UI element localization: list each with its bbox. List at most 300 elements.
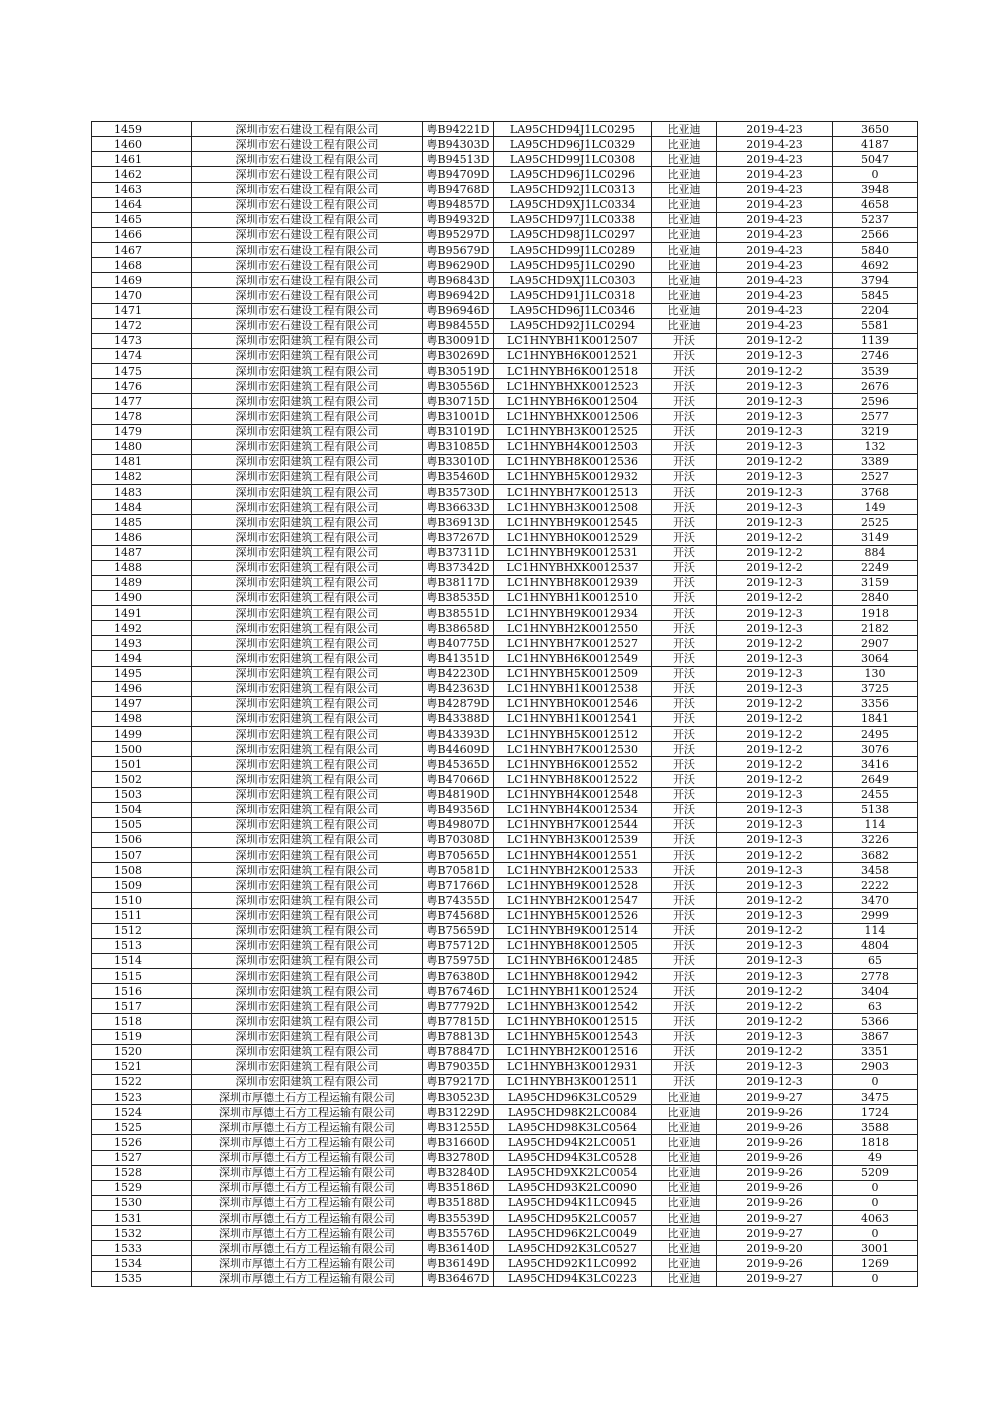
row-index: 1523 xyxy=(92,1090,192,1105)
company-name: 深圳市宏阳建筑工程有限公司 xyxy=(192,681,423,696)
plate-number: 粤B96290D xyxy=(423,258,494,273)
row-index: 1469 xyxy=(92,273,192,288)
vin-code: LC1HNYBH5K0012932 xyxy=(494,469,652,484)
table-row xyxy=(92,530,918,545)
company-name: 深圳市宏阳建筑工程有限公司 xyxy=(192,848,423,863)
mileage-value: 2527 xyxy=(833,469,918,484)
vehicle-brand: 开沃 xyxy=(652,666,717,681)
mileage-value: 1269 xyxy=(833,1256,918,1271)
company-name: 深圳市宏阳建筑工程有限公司 xyxy=(192,757,423,772)
mileage-value: 130 xyxy=(833,666,918,681)
table-row xyxy=(92,167,918,182)
vehicle-brand: 开沃 xyxy=(652,727,717,742)
table-row xyxy=(92,1059,918,1074)
company-name: 深圳市宏石建设工程有限公司 xyxy=(192,303,423,318)
mileage-value: 2566 xyxy=(833,227,918,242)
row-index: 1521 xyxy=(92,1059,192,1074)
table-row xyxy=(92,1044,918,1059)
mileage-value: 5581 xyxy=(833,318,918,333)
plate-number: 粤B32840D xyxy=(423,1165,494,1180)
company-name: 深圳市厚德土石方工程运输有限公司 xyxy=(192,1150,423,1165)
register-date: 2019-12-2 xyxy=(717,545,833,560)
vehicle-brand: 开沃 xyxy=(652,1044,717,1059)
row-index: 1505 xyxy=(92,817,192,832)
company-name: 深圳市厚德土石方工程运输有限公司 xyxy=(192,1135,423,1150)
row-index: 1527 xyxy=(92,1150,192,1165)
mileage-value: 3356 xyxy=(833,696,918,711)
vin-code: LC1HNYBH8K0012536 xyxy=(494,454,652,469)
vehicle-brand: 比亚迪 xyxy=(652,197,717,212)
company-name: 深圳市厚德土石方工程运输有限公司 xyxy=(192,1180,423,1195)
row-index: 1517 xyxy=(92,999,192,1014)
register-date: 2019-12-2 xyxy=(717,757,833,772)
row-index: 1530 xyxy=(92,1195,192,1210)
register-date: 2019-12-3 xyxy=(717,348,833,363)
mileage-value: 3064 xyxy=(833,651,918,666)
vehicle-brand: 开沃 xyxy=(652,681,717,696)
row-index: 1496 xyxy=(92,681,192,696)
vehicle-brand: 比亚迪 xyxy=(652,1241,717,1256)
vehicle-brand: 开沃 xyxy=(652,424,717,439)
mileage-value: 3404 xyxy=(833,984,918,999)
mileage-value: 2495 xyxy=(833,727,918,742)
company-name: 深圳市宏阳建筑工程有限公司 xyxy=(192,727,423,742)
row-index: 1500 xyxy=(92,742,192,757)
register-date: 2019-12-2 xyxy=(717,636,833,651)
plate-number: 粤B30091D xyxy=(423,333,494,348)
mileage-value: 3351 xyxy=(833,1044,918,1059)
vin-code: LA95CHD96J1LC0329 xyxy=(494,137,652,152)
company-name: 深圳市厚德土石方工程运输有限公司 xyxy=(192,1271,423,1286)
plate-number: 粤B38117D xyxy=(423,575,494,590)
vin-code: LA95CHD9XK2LC0054 xyxy=(494,1165,652,1180)
plate-number: 粤B48190D xyxy=(423,787,494,802)
company-name: 深圳市宏石建设工程有限公司 xyxy=(192,258,423,273)
vin-code: LC1HNYBH7K0012544 xyxy=(494,817,652,832)
vin-code: LA95CHD94K3LC0223 xyxy=(494,1271,652,1286)
mileage-value: 3226 xyxy=(833,832,918,847)
table-row xyxy=(92,984,918,999)
company-name: 深圳市宏阳建筑工程有限公司 xyxy=(192,530,423,545)
vin-code: LC1HNYBH0K0012546 xyxy=(494,696,652,711)
vehicle-brand: 开沃 xyxy=(652,1014,717,1029)
vehicle-brand: 比亚迪 xyxy=(652,288,717,303)
vehicle-brand: 开沃 xyxy=(652,606,717,621)
table-row xyxy=(92,1271,918,1286)
plate-number: 粤B33010D xyxy=(423,454,494,469)
table-row xyxy=(92,621,918,636)
company-name: 深圳市宏阳建筑工程有限公司 xyxy=(192,1014,423,1029)
vin-code: LC1HNYBH4K0012534 xyxy=(494,802,652,817)
vehicle-brand: 比亚迪 xyxy=(652,1195,717,1210)
vin-code: LA95CHD94K1LC0945 xyxy=(494,1195,652,1210)
vehicle-brand: 比亚迪 xyxy=(652,273,717,288)
row-index: 1533 xyxy=(92,1241,192,1256)
vehicle-brand: 开沃 xyxy=(652,908,717,923)
vehicle-brand: 开沃 xyxy=(652,787,717,802)
vehicle-brand: 比亚迪 xyxy=(652,258,717,273)
vin-code: LC1HNYBH1K0012524 xyxy=(494,984,652,999)
plate-number: 粤B74355D xyxy=(423,893,494,908)
vin-code: LC1HNYBH3K0012931 xyxy=(494,1059,652,1074)
plate-number: 粤B70308D xyxy=(423,832,494,847)
table-row xyxy=(92,727,918,742)
row-index: 1499 xyxy=(92,727,192,742)
plate-number: 粤B95297D xyxy=(423,227,494,242)
company-name: 深圳市宏阳建筑工程有限公司 xyxy=(192,1029,423,1044)
table-row xyxy=(92,409,918,424)
vehicle-brand: 开沃 xyxy=(652,575,717,590)
plate-number: 粤B36149D xyxy=(423,1256,494,1271)
mileage-value: 2649 xyxy=(833,772,918,787)
vehicle-brand: 比亚迪 xyxy=(652,167,717,182)
plate-number: 粤B30269D xyxy=(423,348,494,363)
table-row xyxy=(92,711,918,726)
plate-number: 粤B38535D xyxy=(423,590,494,605)
plate-number: 粤B78847D xyxy=(423,1044,494,1059)
row-index: 1510 xyxy=(92,893,192,908)
vehicle-brand: 开沃 xyxy=(652,742,717,757)
plate-number: 粤B37311D xyxy=(423,545,494,560)
vehicle-table-body xyxy=(92,122,918,1287)
plate-number: 粤B70581D xyxy=(423,863,494,878)
vehicle-brand: 比亚迪 xyxy=(652,303,717,318)
vin-code: LC1HNYBHXK0012537 xyxy=(494,560,652,575)
plate-number: 粤B31229D xyxy=(423,1105,494,1120)
vin-code: LC1HNYBH8K0012505 xyxy=(494,938,652,953)
mileage-value: 2999 xyxy=(833,908,918,923)
plate-number: 粤B36140D xyxy=(423,1241,494,1256)
plate-number: 粤B96946D xyxy=(423,303,494,318)
table-row xyxy=(92,575,918,590)
vin-code: LC1HNYBH1K0012510 xyxy=(494,590,652,605)
table-row xyxy=(92,439,918,454)
plate-number: 粤B31001D xyxy=(423,409,494,424)
vin-code: LC1HNYBH7K0012513 xyxy=(494,485,652,500)
register-date: 2019-12-2 xyxy=(717,590,833,605)
vin-code: LC1HNYBH3K0012511 xyxy=(494,1074,652,1089)
plate-number: 粤B43393D xyxy=(423,727,494,742)
register-date: 2019-12-2 xyxy=(717,923,833,938)
company-name: 深圳市厚德土石方工程运输有限公司 xyxy=(192,1195,423,1210)
row-index: 1534 xyxy=(92,1256,192,1271)
plate-number: 粤B30519D xyxy=(423,364,494,379)
vin-code: LC1HNYBHXK0012523 xyxy=(494,379,652,394)
vehicle-brand: 开沃 xyxy=(652,379,717,394)
table-row xyxy=(92,303,918,318)
vehicle-brand: 比亚迪 xyxy=(652,1120,717,1135)
vin-code: LC1HNYBH2K0012547 xyxy=(494,893,652,908)
vin-code: LA95CHD99J1LC0308 xyxy=(494,152,652,167)
register-date: 2019-12-3 xyxy=(717,938,833,953)
vin-code: LC1HNYBH2K0012533 xyxy=(494,863,652,878)
vehicle-brand: 比亚迪 xyxy=(652,212,717,227)
company-name: 深圳市宏阳建筑工程有限公司 xyxy=(192,636,423,651)
vehicle-brand: 比亚迪 xyxy=(652,1271,717,1286)
row-index: 1477 xyxy=(92,394,192,409)
mileage-value: 0 xyxy=(833,1180,918,1195)
table-row xyxy=(92,1195,918,1210)
vin-code: LA95CHD9XJ1LC0334 xyxy=(494,197,652,212)
vin-code: LC1HNYBH9K0012528 xyxy=(494,878,652,893)
company-name: 深圳市宏阳建筑工程有限公司 xyxy=(192,969,423,984)
plate-number: 粤B37267D xyxy=(423,530,494,545)
vin-code: LC1HNYBH6K0012518 xyxy=(494,364,652,379)
plate-number: 粤B74568D xyxy=(423,908,494,923)
vehicle-brand: 开沃 xyxy=(652,923,717,938)
vehicle-brand: 比亚迪 xyxy=(652,318,717,333)
mileage-value: 5138 xyxy=(833,802,918,817)
company-name: 深圳市厚德土石方工程运输有限公司 xyxy=(192,1256,423,1271)
company-name: 深圳市宏阳建筑工程有限公司 xyxy=(192,832,423,847)
company-name: 深圳市宏阳建筑工程有限公司 xyxy=(192,908,423,923)
vehicle-brand: 比亚迪 xyxy=(652,1226,717,1241)
plate-number: 粤B94221D xyxy=(423,122,494,137)
vin-code: LA95CHD92J1LC0294 xyxy=(494,318,652,333)
plate-number: 粤B38551D xyxy=(423,606,494,621)
plate-number: 粤B38658D xyxy=(423,621,494,636)
company-name: 深圳市宏阳建筑工程有限公司 xyxy=(192,953,423,968)
plate-number: 粤B30556D xyxy=(423,379,494,394)
mileage-value: 5047 xyxy=(833,152,918,167)
plate-number: 粤B94513D xyxy=(423,152,494,167)
mileage-value: 2525 xyxy=(833,515,918,530)
register-date: 2019-4-23 xyxy=(717,167,833,182)
row-index: 1508 xyxy=(92,863,192,878)
table-row xyxy=(92,893,918,908)
row-index: 1479 xyxy=(92,424,192,439)
company-name: 深圳市宏阳建筑工程有限公司 xyxy=(192,469,423,484)
company-name: 深圳市宏阳建筑工程有限公司 xyxy=(192,1059,423,1074)
vehicle-brand: 开沃 xyxy=(652,651,717,666)
register-date: 2019-9-26 xyxy=(717,1105,833,1120)
vehicle-brand: 比亚迪 xyxy=(652,182,717,197)
row-index: 1480 xyxy=(92,439,192,454)
vin-code: LA95CHD93K2LC0090 xyxy=(494,1180,652,1195)
plate-number: 粤B94709D xyxy=(423,167,494,182)
mileage-value: 3650 xyxy=(833,122,918,137)
vin-code: LA95CHD98J1LC0297 xyxy=(494,227,652,242)
vehicle-brand: 开沃 xyxy=(652,863,717,878)
vehicle-brand: 比亚迪 xyxy=(652,122,717,137)
vin-code: LC1HNYBH6K0012485 xyxy=(494,953,652,968)
row-index: 1490 xyxy=(92,590,192,605)
mileage-value: 2903 xyxy=(833,1059,918,1074)
register-date: 2019-12-3 xyxy=(717,394,833,409)
vehicle-brand: 开沃 xyxy=(652,772,717,787)
register-date: 2019-12-2 xyxy=(717,711,833,726)
mileage-value: 2746 xyxy=(833,348,918,363)
mileage-value: 2577 xyxy=(833,409,918,424)
register-date: 2019-12-3 xyxy=(717,409,833,424)
vin-code: LC1HNYBHXK0012506 xyxy=(494,409,652,424)
vehicle-brand: 开沃 xyxy=(652,817,717,832)
company-name: 深圳市宏阳建筑工程有限公司 xyxy=(192,772,423,787)
company-name: 深圳市宏石建设工程有限公司 xyxy=(192,318,423,333)
vehicle-brand: 比亚迪 xyxy=(652,243,717,258)
register-date: 2019-12-3 xyxy=(717,515,833,530)
company-name: 深圳市厚德土石方工程运输有限公司 xyxy=(192,1120,423,1135)
register-date: 2019-4-23 xyxy=(717,318,833,333)
vehicle-brand: 开沃 xyxy=(652,1059,717,1074)
table-row xyxy=(92,923,918,938)
company-name: 深圳市宏阳建筑工程有限公司 xyxy=(192,923,423,938)
company-name: 深圳市宏阳建筑工程有限公司 xyxy=(192,560,423,575)
vehicle-brand: 开沃 xyxy=(652,696,717,711)
row-index: 1485 xyxy=(92,515,192,530)
plate-number: 粤B42363D xyxy=(423,681,494,696)
register-date: 2019-12-3 xyxy=(717,969,833,984)
vin-code: LC1HNYBH8K0012939 xyxy=(494,575,652,590)
vin-code: LC1HNYBH6K0012521 xyxy=(494,348,652,363)
mileage-value: 3948 xyxy=(833,182,918,197)
row-index: 1501 xyxy=(92,757,192,772)
register-date: 2019-12-2 xyxy=(717,999,833,1014)
register-date: 2019-12-3 xyxy=(717,953,833,968)
company-name: 深圳市宏阳建筑工程有限公司 xyxy=(192,666,423,681)
mileage-value: 3470 xyxy=(833,893,918,908)
mileage-value: 132 xyxy=(833,439,918,454)
row-index: 1465 xyxy=(92,212,192,227)
vin-code: LA95CHD96K2LC0049 xyxy=(494,1226,652,1241)
row-index: 1498 xyxy=(92,711,192,726)
plate-number: 粤B94857D xyxy=(423,197,494,212)
company-name: 深圳市宏石建设工程有限公司 xyxy=(192,137,423,152)
vehicle-brand: 开沃 xyxy=(652,878,717,893)
company-name: 深圳市宏阳建筑工程有限公司 xyxy=(192,424,423,439)
mileage-value: 0 xyxy=(833,1195,918,1210)
vin-code: LC1HNYBH5K0012526 xyxy=(494,908,652,923)
register-date: 2019-12-2 xyxy=(717,364,833,379)
company-name: 深圳市宏阳建筑工程有限公司 xyxy=(192,711,423,726)
plate-number: 粤B70565D xyxy=(423,848,494,863)
row-index: 1509 xyxy=(92,878,192,893)
table-row xyxy=(92,333,918,348)
register-date: 2019-4-23 xyxy=(717,197,833,212)
company-name: 深圳市宏石建设工程有限公司 xyxy=(192,152,423,167)
company-name: 深圳市宏阳建筑工程有限公司 xyxy=(192,984,423,999)
vehicle-brand: 开沃 xyxy=(652,938,717,953)
company-name: 深圳市宏阳建筑工程有限公司 xyxy=(192,893,423,908)
mileage-value: 3219 xyxy=(833,424,918,439)
vin-code: LA95CHD94K3LC0528 xyxy=(494,1150,652,1165)
register-date: 2019-9-26 xyxy=(717,1120,833,1135)
table-row xyxy=(92,772,918,787)
plate-number: 粤B40775D xyxy=(423,636,494,651)
mileage-value: 1841 xyxy=(833,711,918,726)
table-row xyxy=(92,1120,918,1135)
mileage-value: 3539 xyxy=(833,364,918,379)
register-date: 2019-9-27 xyxy=(717,1211,833,1226)
company-name: 深圳市宏石建设工程有限公司 xyxy=(192,243,423,258)
row-index: 1515 xyxy=(92,969,192,984)
row-index: 1514 xyxy=(92,953,192,968)
vehicle-brand: 开沃 xyxy=(652,984,717,999)
plate-number: 粤B35576D xyxy=(423,1226,494,1241)
row-index: 1529 xyxy=(92,1180,192,1195)
row-index: 1522 xyxy=(92,1074,192,1089)
register-date: 2019-4-23 xyxy=(717,243,833,258)
vehicle-brand: 比亚迪 xyxy=(652,1165,717,1180)
register-date: 2019-12-2 xyxy=(717,893,833,908)
vehicle-brand: 开沃 xyxy=(652,757,717,772)
mileage-value: 4658 xyxy=(833,197,918,212)
row-index: 1532 xyxy=(92,1226,192,1241)
table-row xyxy=(92,787,918,802)
plate-number: 粤B75659D xyxy=(423,923,494,938)
vehicle-brand: 开沃 xyxy=(652,848,717,863)
table-row xyxy=(92,1241,918,1256)
vehicle-brand: 开沃 xyxy=(652,409,717,424)
row-index: 1491 xyxy=(92,606,192,621)
table-row xyxy=(92,288,918,303)
vehicle-brand: 开沃 xyxy=(652,893,717,908)
vin-code: LA95CHD95K2LC0057 xyxy=(494,1211,652,1226)
vin-code: LC1HNYBH5K0012543 xyxy=(494,1029,652,1044)
mileage-value: 3794 xyxy=(833,273,918,288)
register-date: 2019-12-3 xyxy=(717,832,833,847)
table-row xyxy=(92,485,918,500)
plate-number: 粤B78813D xyxy=(423,1029,494,1044)
vehicle-brand: 开沃 xyxy=(652,560,717,575)
row-index: 1461 xyxy=(92,152,192,167)
register-date: 2019-12-3 xyxy=(717,863,833,878)
row-index: 1519 xyxy=(92,1029,192,1044)
vehicle-brand: 比亚迪 xyxy=(652,1150,717,1165)
plate-number: 粤B75712D xyxy=(423,938,494,953)
vin-code: LA95CHD92J1LC0313 xyxy=(494,182,652,197)
vehicle-brand: 开沃 xyxy=(652,953,717,968)
mileage-value: 3458 xyxy=(833,863,918,878)
row-index: 1472 xyxy=(92,318,192,333)
register-date: 2019-4-23 xyxy=(717,303,833,318)
table-row xyxy=(92,1226,918,1241)
vin-code: LA95CHD94J1LC0295 xyxy=(494,122,652,137)
table-row xyxy=(92,938,918,953)
table-row xyxy=(92,1256,918,1271)
register-date: 2019-12-2 xyxy=(717,984,833,999)
company-name: 深圳市宏阳建筑工程有限公司 xyxy=(192,878,423,893)
register-date: 2019-9-26 xyxy=(717,1135,833,1150)
row-index: 1489 xyxy=(92,575,192,590)
row-index: 1494 xyxy=(92,651,192,666)
mileage-value: 3149 xyxy=(833,530,918,545)
row-index: 1528 xyxy=(92,1165,192,1180)
company-name: 深圳市宏阳建筑工程有限公司 xyxy=(192,500,423,515)
table-row xyxy=(92,696,918,711)
plate-number: 粤B37342D xyxy=(423,560,494,575)
company-name: 深圳市宏阳建筑工程有限公司 xyxy=(192,515,423,530)
table-row xyxy=(92,1105,918,1120)
vehicle-brand: 开沃 xyxy=(652,636,717,651)
company-name: 深圳市宏阳建筑工程有限公司 xyxy=(192,590,423,605)
plate-number: 粤B45365D xyxy=(423,757,494,772)
register-date: 2019-12-2 xyxy=(717,1044,833,1059)
table-row xyxy=(92,802,918,817)
company-name: 深圳市宏阳建筑工程有限公司 xyxy=(192,606,423,621)
register-date: 2019-12-2 xyxy=(717,333,833,348)
table-row xyxy=(92,681,918,696)
plate-number: 粤B75975D xyxy=(423,953,494,968)
register-date: 2019-12-3 xyxy=(717,469,833,484)
plate-number: 粤B36913D xyxy=(423,515,494,530)
row-index: 1535 xyxy=(92,1271,192,1286)
table-row xyxy=(92,137,918,152)
row-index: 1467 xyxy=(92,243,192,258)
vin-code: LC1HNYBH9K0012531 xyxy=(494,545,652,560)
row-index: 1511 xyxy=(92,908,192,923)
register-date: 2019-4-23 xyxy=(717,288,833,303)
